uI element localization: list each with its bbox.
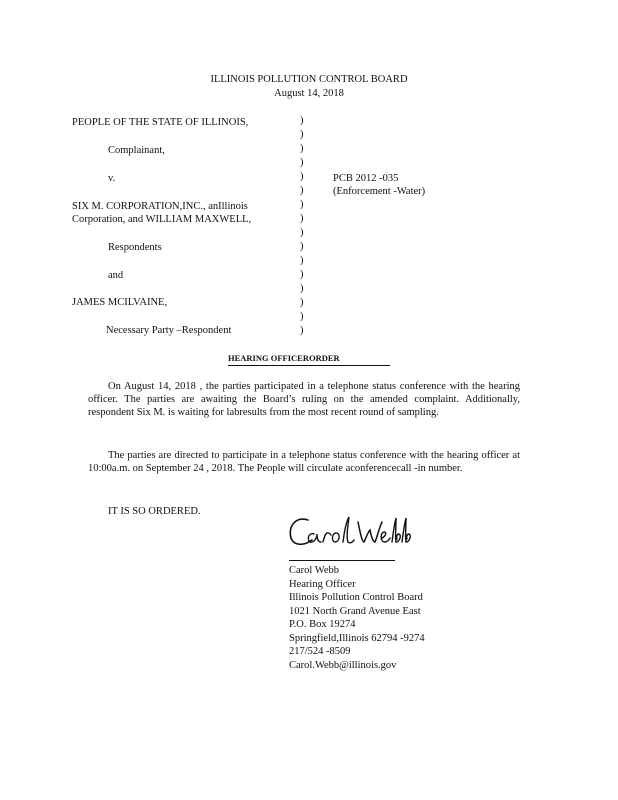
caption-bracket: ) (300, 297, 304, 308)
complainant-role: Complainant, (108, 145, 165, 156)
signer-city: Springfield,Illinois 62794 -9274 (289, 632, 425, 644)
order-paragraph-1: On August 14, 2018 , the parties participated in a telephone status conference with the hearing officer. The parties are awaiting the Board’s ruling on the amended complaint. Additionally, respondent Six M. is waiting for labresults from the most recent round of sampling. (88, 381, 520, 418)
signer-name: Carol Webb (289, 565, 339, 576)
caption-bracket-column (300, 114, 304, 338)
caption-bracket: ) (300, 185, 304, 196)
complainant-party: PEOPLE OF THE STATE OF ILLINOIS, (72, 117, 249, 128)
case-number: PCB 2012 -035 (333, 173, 399, 184)
caption-bracket: ) (300, 283, 304, 294)
respondent-line-2: Corporation, and WILLIAM MAXWELL, (72, 214, 252, 225)
signer-address: 1021 North Grand Avenue East (289, 605, 421, 617)
order-paragraph-2: The parties are directed to participate in a telephone status conference with the hearing officer at 10:00a.m. on September 24 , 2018. The People will circulate aconferencecall -in number. (88, 450, 520, 474)
case-type: (Enforcement -Water) (333, 186, 426, 197)
caption-bracket: ) (300, 143, 304, 154)
necessary-party-role: Necessary Party –Respondent (106, 325, 232, 336)
and-label: and (108, 270, 124, 281)
caption-bracket: ) (300, 129, 304, 140)
caption-bracket: ) (300, 241, 304, 252)
respondent-line-1: SIX M. CORPORATION,INC., anIllinois (72, 201, 248, 212)
handwritten-signature (286, 512, 416, 558)
signer-phone: 217/524 -8509 (289, 646, 351, 657)
board-title: ILLINOIS POLLUTION CONTROL BOARD (210, 74, 408, 85)
signer-title: Hearing Officer (289, 578, 356, 590)
caption-bracket: ) (300, 255, 304, 266)
caption-bracket: ) (300, 171, 304, 182)
caption-bracket: ) (300, 269, 304, 280)
caption-bracket: ) (300, 115, 304, 126)
caption-bracket: ) (300, 227, 304, 238)
signer-agency: Illinois Pollution Control Board (289, 592, 423, 603)
document-date: August 14, 2018 (274, 88, 344, 99)
caption-bracket: ) (300, 311, 304, 322)
caption-bracket: ) (300, 325, 304, 336)
respondents-role: Respondents (108, 242, 162, 253)
signature-block (289, 564, 425, 672)
signer-po-box: P.O. Box 19274 (289, 619, 356, 630)
caption-bracket: ) (300, 199, 304, 210)
order-title: HEARING OFFICERORDER (228, 353, 340, 363)
signer-email: Carol.Webb@illinois.gov (289, 659, 397, 671)
caption-bracket: ) (300, 157, 304, 168)
necessary-party: JAMES MCILVAINE, (72, 297, 168, 308)
signature-line (289, 560, 395, 561)
closing-line: IT IS SO ORDERED. (108, 506, 201, 517)
caption-bracket: ) (300, 213, 304, 224)
versus-label: v. (108, 173, 116, 184)
